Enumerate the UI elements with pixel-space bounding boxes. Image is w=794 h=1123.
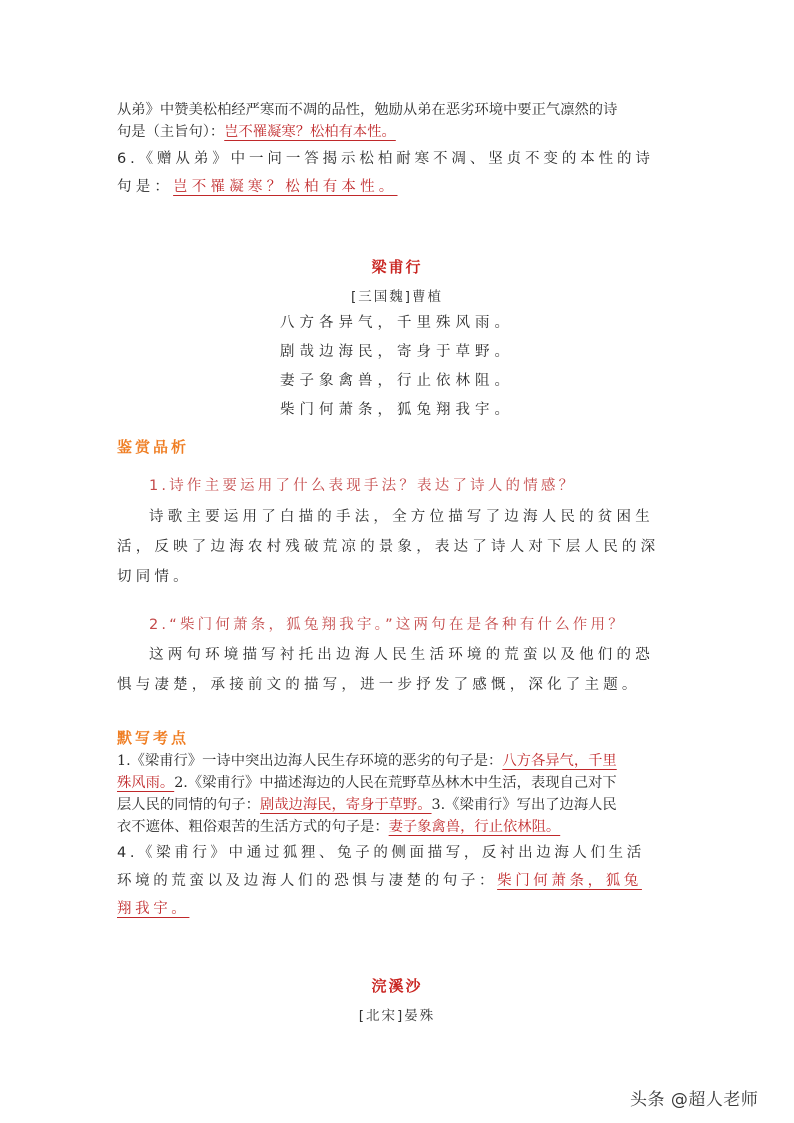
question-4-line-3 bbox=[117, 897, 189, 918]
dictation-text: 环境的荒蛮以及边海人们的恐惧与凄楚的句子： bbox=[117, 873, 498, 889]
dictation-text: 2.《梁甫行》中描述海边的人民在荒野草丛林木中生活，表现自己对下 bbox=[174, 775, 617, 791]
dictation-text: 3.《梁甫行》写出了边海人民 bbox=[431, 797, 617, 813]
dictation-line-2 bbox=[117, 772, 617, 792]
dictation-text: 1.《梁甫行》一诗中突出边海人民生存环境的恶劣的句子是： bbox=[117, 753, 503, 769]
top-text-line-1: 从弟》中赞美松柏经严寒而不凋的品性，勉励从弟在恶劣环境中要正气凛然的诗 bbox=[117, 102, 618, 118]
question-2: 2.“柴门何萧条，狐兔翔我宇。”这两句在是各种有什么作用？ bbox=[149, 617, 626, 633]
watermark: 头条 @超人老师 bbox=[630, 1090, 759, 1110]
answer-text: 岂不罹凝寒？松柏有本性。 bbox=[173, 179, 398, 195]
poem-body bbox=[0, 311, 794, 427]
poem2-author: [北宋]晏殊 bbox=[358, 1008, 436, 1024]
dictation-line-4 bbox=[117, 816, 560, 836]
dictation-text: 衣不遮体、粗俗艰苦的生活方式的句子是： bbox=[117, 819, 389, 835]
top-text-line-2 bbox=[117, 121, 396, 141]
answer-1-line: 诗歌主要运用了白描的手法，全方位描写了边海人民的贫困生 bbox=[149, 509, 654, 525]
section-heading-dictation: 默写考点 bbox=[117, 729, 190, 747]
answer-text: 殊风雨。 bbox=[117, 775, 175, 791]
answer-1-line: 切同情。 bbox=[117, 569, 192, 585]
question-1: 1.诗作主要运用了什么表现手法？表达了诗人的情感？ bbox=[149, 478, 577, 494]
question-6-line-2 bbox=[117, 175, 398, 196]
dictation-line-1 bbox=[117, 750, 617, 770]
poem-line: 柴门何萧条，狐兔翔我宇。 bbox=[280, 402, 514, 418]
answer-text: 岂不罹凝寒？松柏有本性。 bbox=[224, 124, 396, 140]
dictation-line-3 bbox=[117, 794, 617, 814]
poem-line: 妻子象禽兽，行止依林阻。 bbox=[280, 373, 514, 389]
section-heading-appreciation: 鉴赏品析 bbox=[117, 438, 190, 456]
dictation-text: 层人民的同情的句子： bbox=[117, 797, 260, 813]
poem-line: 剧哉边海民，寄身于草野。 bbox=[280, 344, 514, 360]
poem2-title: 浣溪沙 bbox=[371, 977, 423, 995]
answer-text: 妻子象禽兽，行止依林阻。 bbox=[388, 819, 561, 835]
question-4-line-2 bbox=[117, 869, 642, 890]
q6-prefix: 句是： bbox=[117, 179, 174, 195]
top-line2-prefix: 句是（主旨句）： bbox=[117, 124, 225, 140]
poem-title: 梁甫行 bbox=[371, 258, 423, 276]
question-6-line-1: 6.《赠从弟》中一问一答揭示松柏耐寒不凋、坚贞不变的本性的诗 bbox=[117, 151, 654, 167]
answer-text: 剧哉边海民，寄身于草野。 bbox=[259, 797, 432, 813]
answer-text: 翔我宇。 bbox=[117, 901, 190, 917]
answer-2-line: 这两句环境描写衬托出边海人民生活环境的荒蛮以及他们的恐 bbox=[149, 647, 654, 663]
answer-text: 柴门何萧条，狐兔 bbox=[497, 873, 642, 889]
question-4-line-1: 4.《梁甫行》中通过狐狸、兔子的侧面描写，反衬出边海人们生活 bbox=[117, 845, 645, 861]
poem-author: [三国魏]曹植 bbox=[350, 289, 444, 305]
answer-text: 八方各异气，千里 bbox=[502, 753, 617, 769]
poem-line: 八方各异气，千里殊风雨。 bbox=[280, 315, 514, 331]
answer-2-line: 惧与凄楚，承接前文的描写，进一步抒发了感慨，深化了主题。 bbox=[117, 677, 641, 693]
answer-1-line: 活，反映了边海农村残破荒凉的景象，表达了诗人对下层人民的深 bbox=[117, 539, 660, 555]
